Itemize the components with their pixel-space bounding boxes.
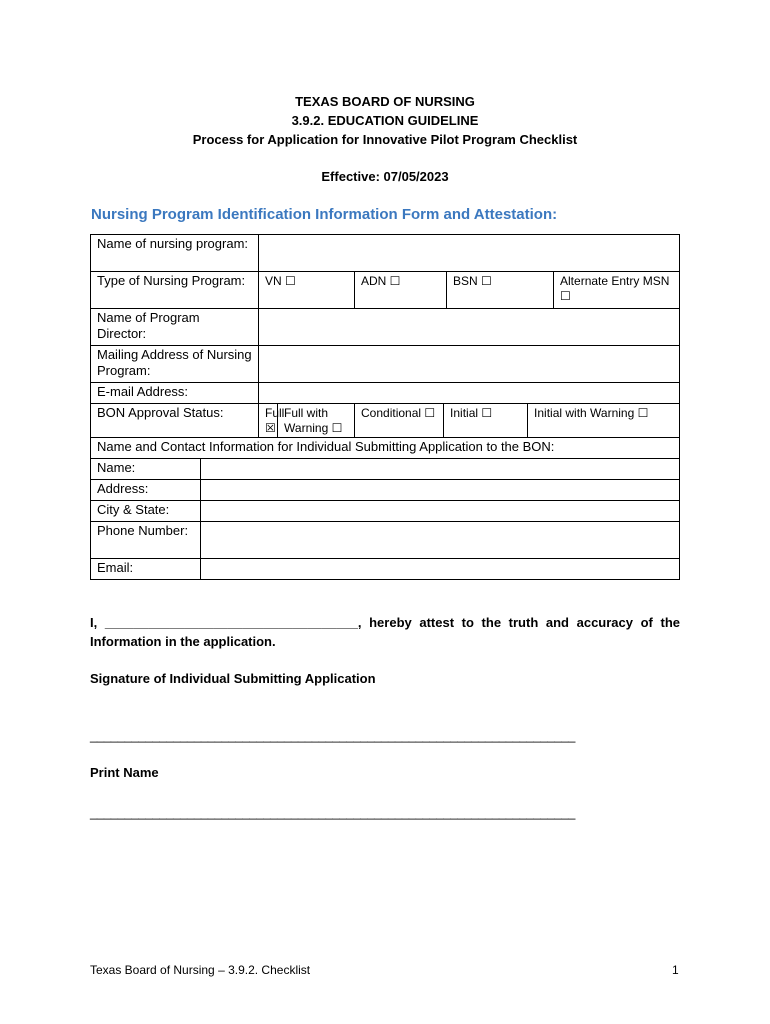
city-state-label: City & State: [91, 501, 201, 522]
approval-option-conditional[interactable]: Conditional ☐ [355, 404, 444, 438]
email-address-label: E-mail Address: [91, 383, 259, 404]
page-number: 1 [672, 963, 679, 977]
approval-option-full[interactable]: Full ☒ [259, 404, 278, 438]
attestation-statement: I, ___________________________________, hereby attest to the truth and accuracy of the Information in the application. [90, 615, 680, 649]
contact-info-heading: Name and Contact Information for Individual Submitting Application to the BON: [91, 438, 680, 459]
effective-date: Effective: 07/05/2023 [321, 169, 449, 184]
signature-line[interactable]: ______________________________________________________________________ [90, 728, 576, 743]
submitter-address-field[interactable] [201, 480, 680, 501]
email-address-field[interactable] [259, 383, 680, 404]
mailing-address-label: Mailing Address of Nursing Program: [91, 346, 259, 383]
program-type-label: Type of Nursing Program: [91, 272, 259, 309]
footer-text: Texas Board of Nursing – 3.9.2. Checklist [90, 963, 311, 977]
program-identification-form [90, 234, 680, 580]
guideline-heading: 3.9.2. EDUCATION GUIDELINE [291, 113, 479, 128]
program-name-field[interactable] [259, 235, 680, 272]
submitter-name-label: Name: [91, 459, 201, 480]
section-title: Nursing Program Identification Information Form and Attestation: [91, 206, 558, 223]
submitter-address-label: Address: [91, 480, 201, 501]
submitter-name-field[interactable] [201, 459, 680, 480]
print-name-line[interactable]: ______________________________________________________________________ [90, 805, 576, 820]
type-option-vn[interactable]: VN ☐ [259, 272, 355, 309]
type-option-bsn[interactable]: BSN ☐ [447, 272, 554, 309]
city-state-field[interactable] [201, 501, 680, 522]
document-title: Process for Application for Innovative Pilot Program Checklist [192, 132, 578, 147]
approval-option-initial[interactable]: Initial ☐ [444, 404, 528, 438]
phone-number-field[interactable] [201, 522, 680, 559]
email-label: Email: [91, 559, 201, 580]
director-label: Name of Program Director: [91, 309, 259, 346]
phone-number-label: Phone Number: [91, 522, 201, 559]
approval-status-label: BON Approval Status: [91, 404, 259, 438]
email-field[interactable] [201, 559, 680, 580]
director-field[interactable] [259, 309, 680, 346]
approval-option-full-with-warning[interactable]: Full with Warning ☐ [278, 404, 355, 438]
signature-label: Signature of Individual Submitting Application [90, 671, 376, 686]
approval-option-initial-with-warning[interactable]: Initial with Warning ☐ [528, 404, 680, 438]
org-heading: TEXAS BOARD OF NURSING [295, 94, 475, 109]
print-name-label: Print Name [90, 765, 159, 780]
program-name-label: Name of nursing program: [91, 235, 259, 272]
type-option-msn[interactable]: Alternate Entry MSN ☐ [554, 272, 680, 309]
type-option-adn[interactable]: ADN ☐ [355, 272, 447, 309]
mailing-address-field[interactable] [259, 346, 680, 383]
